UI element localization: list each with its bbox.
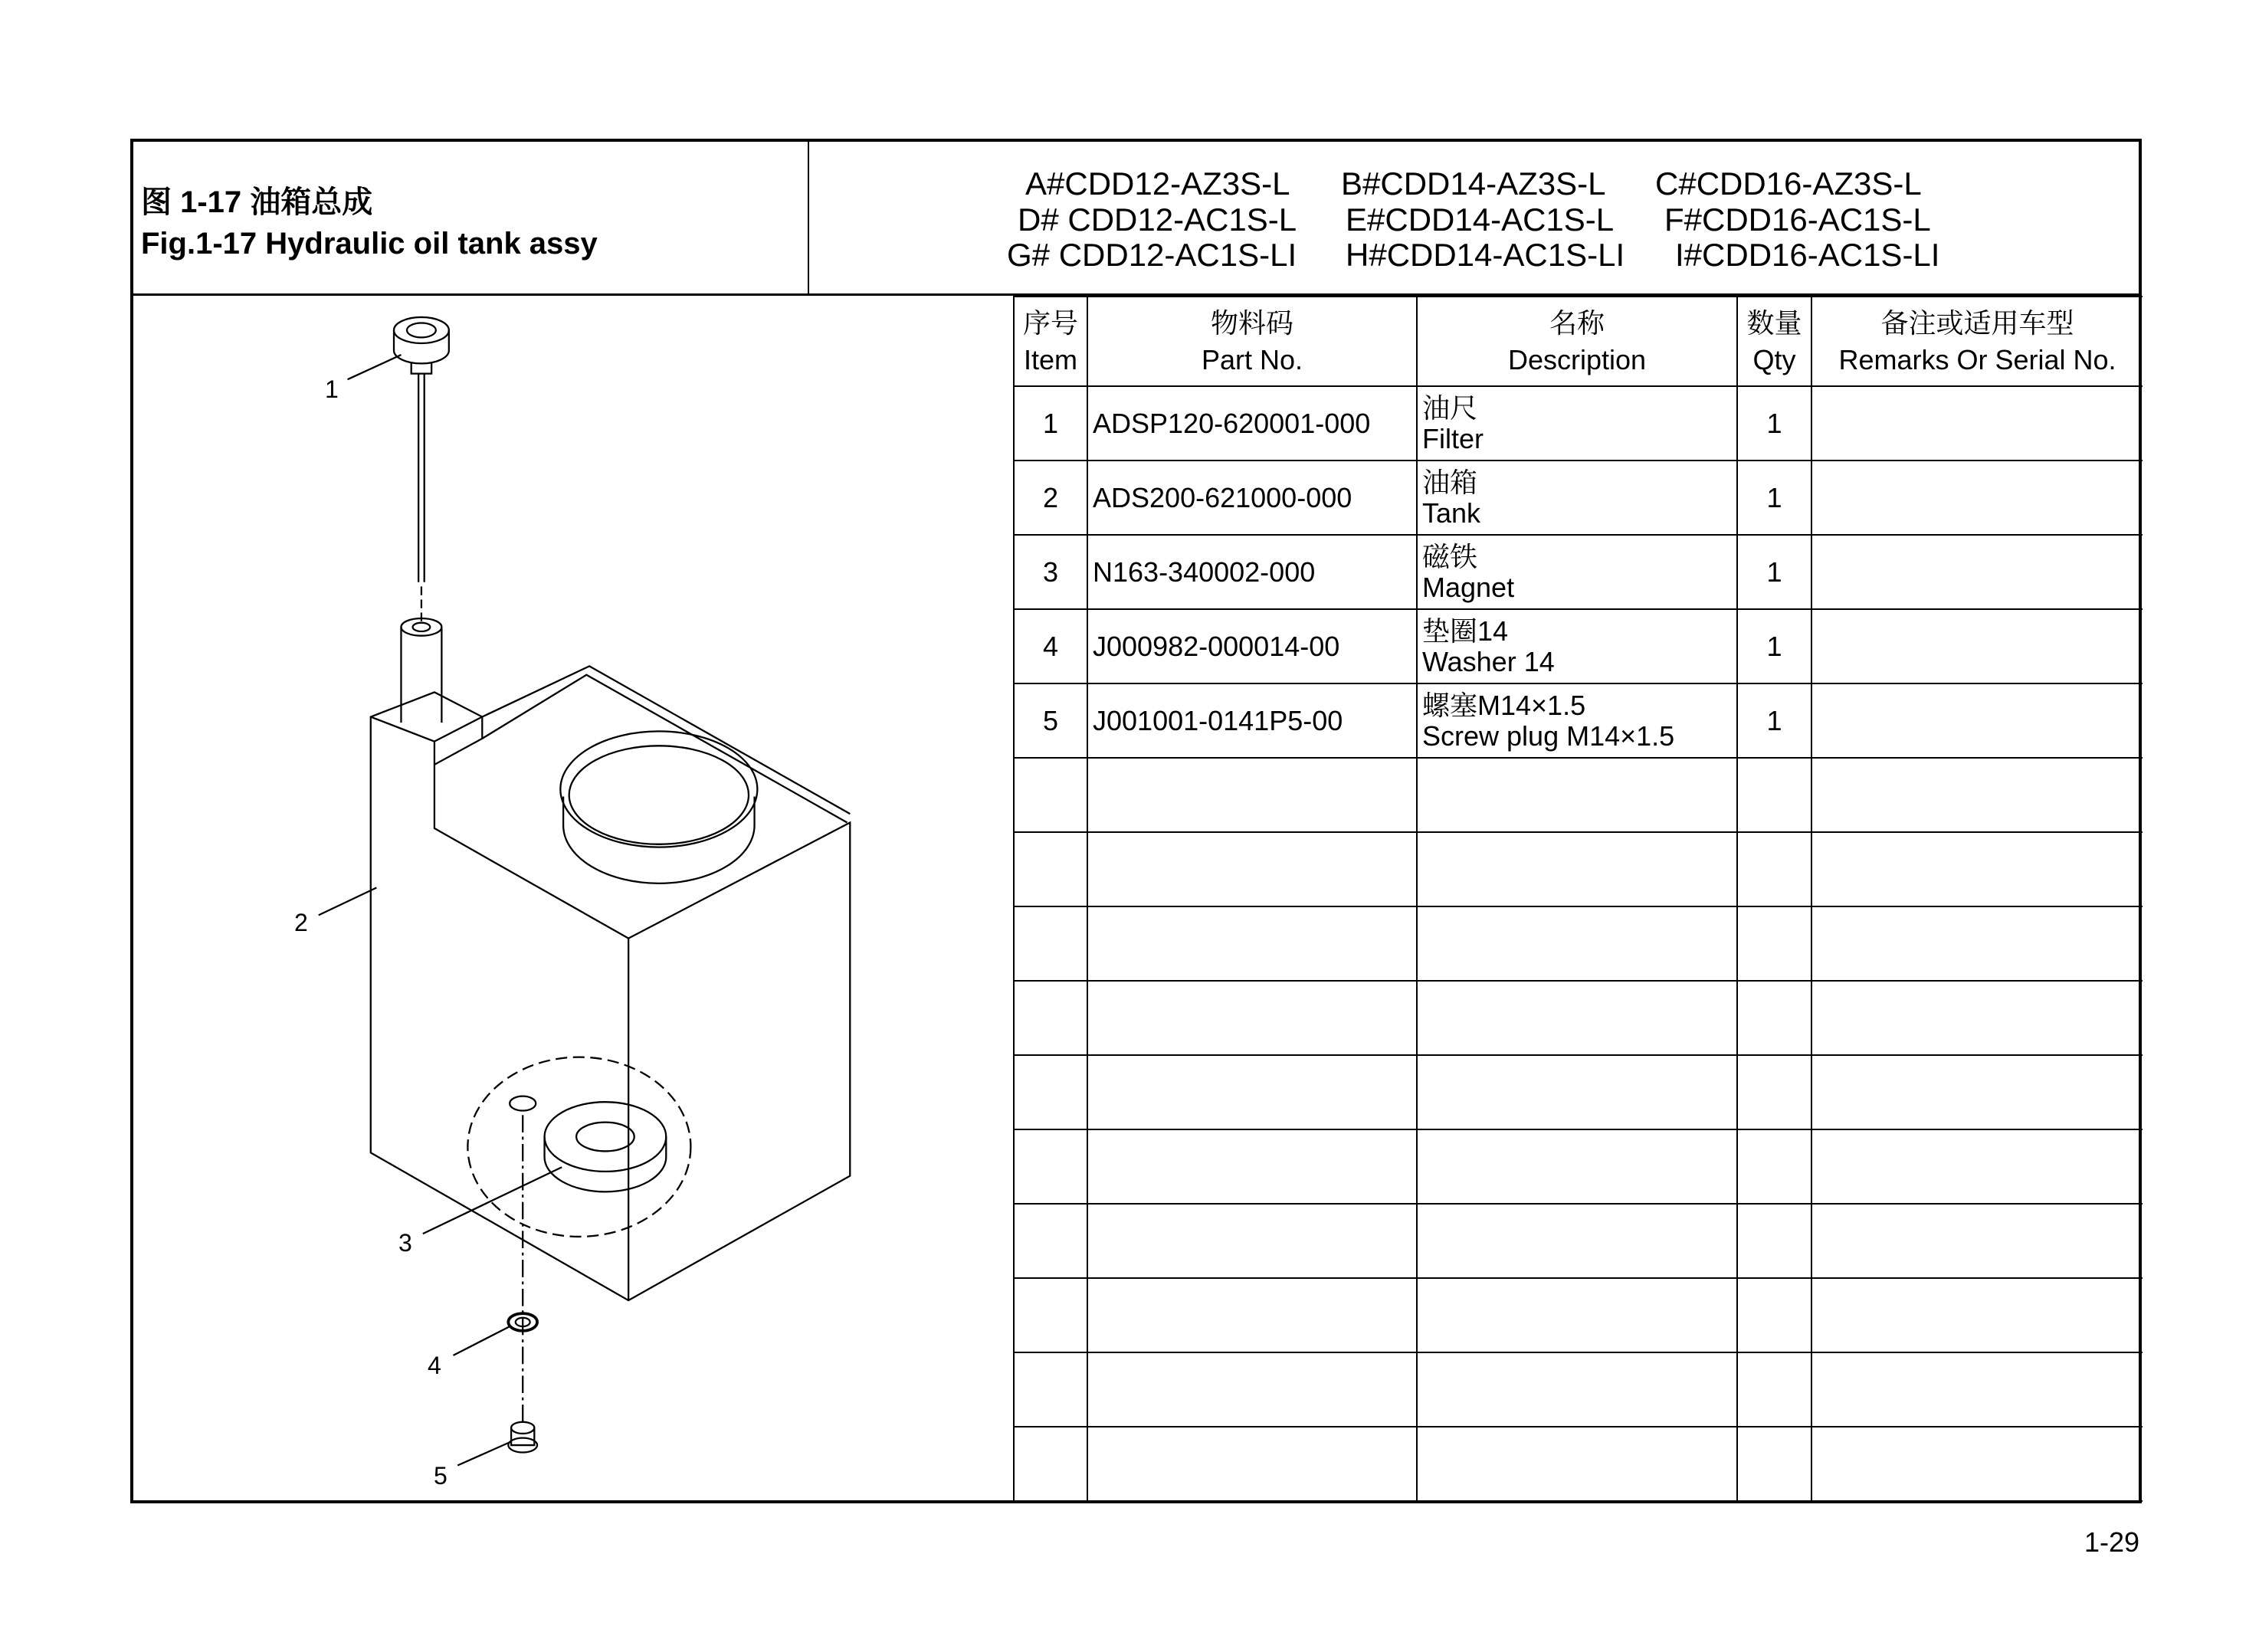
callout-3: 3 [398, 1229, 412, 1257]
description-en: Magnet [1422, 571, 1515, 603]
col-item-en: Item [1023, 343, 1077, 375]
col-remarks-cn: 备注或适用车型 [1880, 306, 2074, 339]
callout-5: 5 [434, 1462, 448, 1490]
item-cell: 1 [1014, 386, 1087, 461]
description-en: Tank [1422, 497, 1481, 529]
description-cn: 垫圈14 [1422, 615, 1509, 647]
part-no-cell: N163-340002-000 [1087, 535, 1417, 609]
qty-cell: 1 [1737, 535, 1811, 609]
item-cell: 2 [1014, 461, 1087, 535]
description-cn: 螺塞M14×1.5 [1422, 689, 1586, 721]
description-cn: 油尺 [1422, 392, 1478, 424]
item-cell: 4 [1014, 609, 1087, 683]
part-no-cell: ADS200-621000-000 [1087, 461, 1417, 535]
figure-title-en: Fig.1-17 Hydraulic oil tank assy [141, 227, 598, 261]
description-cn: 磁铁 [1422, 540, 1478, 572]
model-h: H#CDD14-AC1S-LI [1346, 237, 1625, 273]
magnet-icon [467, 1057, 690, 1237]
part-no-cell: ADSP120-620001-000 [1087, 386, 1417, 461]
model-c: C#CDD16-AZ3S-L [1655, 166, 1922, 202]
col-qty-en: Qty [1752, 343, 1796, 375]
tank-icon [371, 666, 851, 1300]
figure-title-cn: 图 1-17 油箱总成 [141, 185, 373, 219]
col-part-no-cn: 物料码 [1210, 306, 1293, 339]
description-en: Filter [1422, 422, 1484, 454]
col-part-no-en: Part No. [1201, 343, 1303, 375]
item-cell: 3 [1014, 535, 1087, 609]
model-e: E#CDD14-AC1S-L [1346, 202, 1615, 238]
qty-cell: 1 [1737, 386, 1811, 461]
item-cell: 5 [1014, 683, 1087, 758]
page-number: 1-29 [2084, 1526, 2140, 1558]
screw-plug-icon [508, 1422, 537, 1453]
description-en: Screw plug M14×1.5 [1422, 719, 1675, 752]
callout-1: 1 [325, 375, 339, 403]
col-item-cn: 序号 [1022, 306, 1078, 339]
model-g: G# CDD12-AC1S-LI [1007, 237, 1297, 273]
qty-cell: 1 [1737, 461, 1811, 535]
qty-cell: 1 [1737, 683, 1811, 758]
model-i: I#CDD16-AC1S-LI [1675, 237, 1940, 273]
model-a: A#CDD12-AZ3S-L [1025, 166, 1290, 202]
part-no-cell: J001001-0141P5-00 [1087, 683, 1417, 758]
callout-4: 4 [428, 1352, 441, 1379]
description-en: Washer 14 [1422, 645, 1555, 677]
model-b: B#CDD14-AZ3S-L [1341, 166, 1606, 202]
col-remarks-en: Remarks Or Serial No. [1838, 343, 2116, 375]
col-description-cn: 名称 [1549, 306, 1605, 339]
model-f: F#CDD16-AC1S-L [1664, 202, 1931, 238]
description-cn: 油箱 [1422, 466, 1478, 498]
col-qty-cn: 数量 [1746, 306, 1802, 339]
col-description-en: Description [1507, 343, 1647, 375]
dipstick-icon [394, 317, 449, 623]
model-d: D# CDD12-AC1S-L [1018, 202, 1297, 238]
callout-2: 2 [294, 909, 308, 936]
qty-cell: 1 [1737, 609, 1811, 683]
part-no-cell: J000982-000014-00 [1087, 609, 1417, 683]
